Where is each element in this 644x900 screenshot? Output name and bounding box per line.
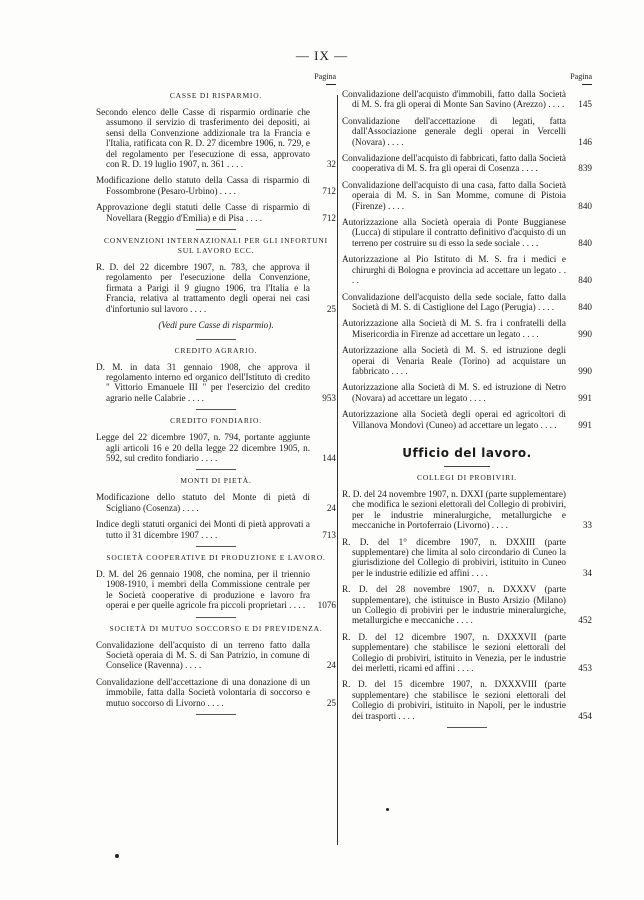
column-divider xyxy=(337,95,338,845)
index-entry xyxy=(342,217,592,248)
entry-text: Autorizzazione alla Società degli operai ed agricoltori di Villanova Mondovì (Cuneo) ad accettare un legato . . . . xyxy=(342,409,566,430)
section-separator xyxy=(196,339,236,340)
entry-text: Autorizzazione alla Società di M. S. fra i confratelli della Misericordia in Firenze ad accettare un legato . . . . xyxy=(342,318,566,339)
ink-speck xyxy=(115,854,119,858)
index-entry xyxy=(96,677,336,708)
entry-text: Convalidazione dell'acquisto di fabbricati, fatto dalla Società cooperativa di M. S. fra gli operai di Cosenza . . . . xyxy=(342,153,566,174)
index-entry xyxy=(96,175,336,196)
entry-page-number: 34 xyxy=(582,567,592,578)
index-entry xyxy=(96,640,336,671)
entry-page-number: 713 xyxy=(322,529,336,540)
entry-page-number: 991 xyxy=(578,392,592,403)
entry-page-number: 24 xyxy=(326,660,336,671)
index-entry xyxy=(342,632,592,674)
ufficio-del-lavoro-heading: Ufficio del lavoro. xyxy=(342,446,592,467)
index-entry xyxy=(96,202,336,223)
entry-text: R. D. del 22 dicembre 1907, n. 783, che approva il regolamento per l'esecuzione della Convenzione, firmata a Parigi il 9 giugno 1906, tra l'Italia e la Francia, relativa al trattamento degli operai nei casi d'infortunio sul lavoro . . . . xyxy=(96,262,310,314)
entry-page-number: 991 xyxy=(578,419,592,430)
index-entry xyxy=(96,569,336,611)
pagina-header-right: Pagina xyxy=(342,72,592,85)
entry-text: R. D. del 12 dicembre 1907, n. DXXXVII (parte supplementare) che stabilisce le sezioni elettorali del Collegio di probiviri, istituito in Venezia, per le industrie dei merletti, ricami ed affini . . . . xyxy=(342,631,566,674)
entry-page-number: 990 xyxy=(578,365,592,376)
section-separator xyxy=(196,617,236,618)
entry-page-number: 453 xyxy=(578,663,592,674)
index-entry xyxy=(96,262,336,314)
section-title: SOCIETÀ DI MUTUO SOCCORSO E DI PREVIDENZA. xyxy=(109,623,323,633)
section-title: CREDITO AGRARIO. xyxy=(174,345,258,355)
entry-text: R. D. del 28 novembre 1907, n. DXXXV (parte supplementare), che istituisce in Busto Arsizio (Milano) un Collegio di probiviri per le industrie mineralurgiche, metallurgiche e meccaniche . . . . xyxy=(342,584,566,626)
entry-page-number: 840 xyxy=(578,275,592,286)
section-separator xyxy=(196,229,236,230)
section-separator xyxy=(447,727,487,728)
index-entry xyxy=(342,679,592,721)
entry-text: Convalidazione dell'acquisto di un terreno fatto dalla Società operaia di M. S. di San Patrizio, in comune di Conselice (Ravenna) . . . . xyxy=(96,639,310,671)
index-entry xyxy=(342,537,592,579)
left-column-body xyxy=(96,91,336,715)
entry-text: R. D. del 1° dicembre 1907, n. DXXIII (parte supplementare) che limita al solo circondario di Cuneo la giurisdizione del Collegio di probiviri, istituito in Cuneo per le industrie edilizie ed affini . . . . xyxy=(342,536,566,578)
index-entry xyxy=(342,89,592,110)
entry-text: Convalidazione dell'acquisto di una casa, fatto dalla Società operaia di M. S. in San Momme, comune di Pistoia (Firenze) . . . . xyxy=(342,179,566,211)
section-separator xyxy=(196,714,236,715)
entry-text: Autorizzazione alla Società di M. S. ed istruzione degli operai di Venaria Reale (Torino) ad acquistare un fabbricato . . . . xyxy=(342,345,566,376)
entry-page-number: 454 xyxy=(578,710,592,721)
entry-text: D. M. del 26 gennaio 1908, che nomina, per il triennio 1908-1910, i membri della Commissione centrale per le Società cooperative di produzione e lavoro fra operai e per quelle agricole fra piccoli proprietari . . . . xyxy=(96,568,310,611)
section-separator xyxy=(196,469,236,470)
entry-page-number: 839 xyxy=(578,163,592,174)
entry-text: D. M. in data 31 gennaio 1908, che approva il regolamento interno ed organico dell'Istituto di credito " Vittorio Emanuele III " per l'esercizio del credito agrario nelle Calabrie . . . . xyxy=(96,361,310,403)
section-note: (Vedi pure Casse di risparmio). xyxy=(158,320,274,331)
right-column-entries xyxy=(342,89,592,430)
left-column xyxy=(96,72,336,715)
entry-text: R. D. del 24 novembre 1907, n. DXXI (parte supplementare) che modifica le sezioni elettorali del Collegio di probiviri, per le industrie mineralurgiche, metallurgiche e meccaniche in Portoferraio (Livorno) . . . . xyxy=(342,488,566,531)
entry-page-number: 840 xyxy=(578,200,592,211)
entry-page-number: 452 xyxy=(578,615,592,626)
entry-page-number: 712 xyxy=(322,212,336,223)
entry-page-number: 146 xyxy=(578,136,592,147)
index-entry xyxy=(342,409,592,430)
index-entry xyxy=(342,116,592,147)
index-entry xyxy=(96,432,336,463)
entry-page-number: 1076 xyxy=(317,600,336,611)
entry-page-number: 25 xyxy=(326,697,336,708)
entry-page-number: 990 xyxy=(578,328,592,339)
entry-text: Autorizzazione alla Società di M. S. ed istruzione di Netro (Novara) ad accettare un legato . . . . xyxy=(342,382,566,403)
page-number: — IX — xyxy=(295,48,349,63)
entry-page-number: 145 xyxy=(578,99,592,110)
index-entry xyxy=(96,362,336,404)
index-entry xyxy=(342,153,592,174)
entry-text: Autorizzazione al Pio Istituto di M. S. fra i medici e chirurghi di Bologna e provincia ad accettare un legato . . . . xyxy=(342,254,566,286)
section-title: COLLEGI DI PROBIVIRI. xyxy=(417,472,517,482)
entry-text: Indice degli statuti organici dei Monti di pietà approvati a tutto il 31 dicembre 1907 . . . . xyxy=(96,519,310,540)
entry-text: Autorizzazione alla Società operaia di Ponte Buggianese (Lucca) di stipulare il contratto definitivo d'acquisto di un terreno per costruire su di esso la sede sociale . . . . xyxy=(342,217,566,248)
section-separator xyxy=(196,546,236,547)
section-title: CASSE DI RISPARMIO. xyxy=(169,91,263,100)
pagina-header-left: Pagina xyxy=(96,72,336,85)
entry-page-number: 33 xyxy=(582,520,592,531)
entry-page-number: 953 xyxy=(322,392,336,403)
entry-text: Convalidazione dell'accettazione di legati, fatta dall'Associazione generale degli operai in Vercelli (Novara) . . . . xyxy=(342,115,566,147)
right-column xyxy=(342,72,592,728)
index-entry xyxy=(342,318,592,339)
section-separator xyxy=(196,409,236,410)
entry-page-number: 840 xyxy=(578,237,592,248)
entry-text: Secondo elenco delle Casse di risparmio ordinarie che assumono il servizio di trasferimento dei depositi, ai sensi della Convenzione addizionale tra la Francia e l'Italia, ratificata con R. D. 27 dicembre 1906, n. 729, e del regolamento per l'esecuzione di essa, approvato con R. D. 19 luglio 1907, n. 361 . . . . xyxy=(96,107,310,170)
index-entry xyxy=(342,382,592,403)
entry-page-number: 24 xyxy=(326,502,336,513)
entry-page-number: 32 xyxy=(326,159,336,170)
entry-page-number: 712 xyxy=(322,185,336,196)
index-entry xyxy=(342,292,592,313)
index-entry xyxy=(342,584,592,626)
index-entry xyxy=(342,345,592,376)
entry-text: Modificazione dello statuto della Cassa di risparmio di Fossombrone (Pesaro-Urbino) . . . . xyxy=(96,175,310,196)
section-title: CONVENZIONI INTERNAZIONALI PER GLI INFORTUNI SUL LAVORO ECC. xyxy=(104,236,328,256)
entry-text: Legge del 22 dicembre 1907, n. 794, portante aggiunte agli articoli 16 e 20 della legge 22 dicembre 1905, n. 592, sul credito fondiario . . . . xyxy=(96,432,310,463)
section-title: SOCIETÀ COOPERATIVE DI PRODUZIONE E LAVORO. xyxy=(106,552,326,562)
entry-text: Convalidazione dell'acquisto d'immobili, fatto dalla Società di M. S. fra gli operai di Monte San Savino (Arezzo) . . . . xyxy=(342,89,566,110)
index-entry xyxy=(342,180,592,211)
entry-page-number: 25 xyxy=(326,303,336,314)
entry-text: Modificazione dello statuto del Monte di pietà di Scigliano (Cosenza) . . . . xyxy=(96,492,310,513)
entry-text: R. D. del 15 dicembre 1907, n. DXXXVIII (parte supplementare) che stabilisce le sezioni elettorali del Collegio di probiviri, istituito in Napoli, per le industrie dei trasporti . . . . xyxy=(342,679,566,721)
entry-page-number: 840 xyxy=(578,301,592,312)
index-entry xyxy=(342,489,592,531)
section-title: CREDITO FONDIARIO. xyxy=(170,416,262,426)
entry-text: Convalidazione dell'acquisto della sede sociale, fatto dalla Società di M. S. di Castiglione del Lago (Perugia) . . . . xyxy=(342,291,566,312)
entry-page-number: 144 xyxy=(322,452,336,463)
right-column-sections xyxy=(342,473,592,728)
index-entry xyxy=(96,519,336,540)
index-entry xyxy=(342,254,592,285)
entry-text: Approvazione degli statuti delle Casse di risparmio di Novellara (Reggio d'Emilia) e di Pisa . . . . xyxy=(96,202,310,223)
section-title: MONTI DI PIETÀ. xyxy=(180,476,252,486)
entry-text: Convalidazione dell'accettazione di una donazione di un immobile, fatta dalla Società volontaria di soccorso e mutuo soccorso di Livorno . . . . xyxy=(96,676,310,708)
ink-speck xyxy=(386,808,389,811)
index-entry xyxy=(96,492,336,513)
index-entry xyxy=(96,107,336,169)
